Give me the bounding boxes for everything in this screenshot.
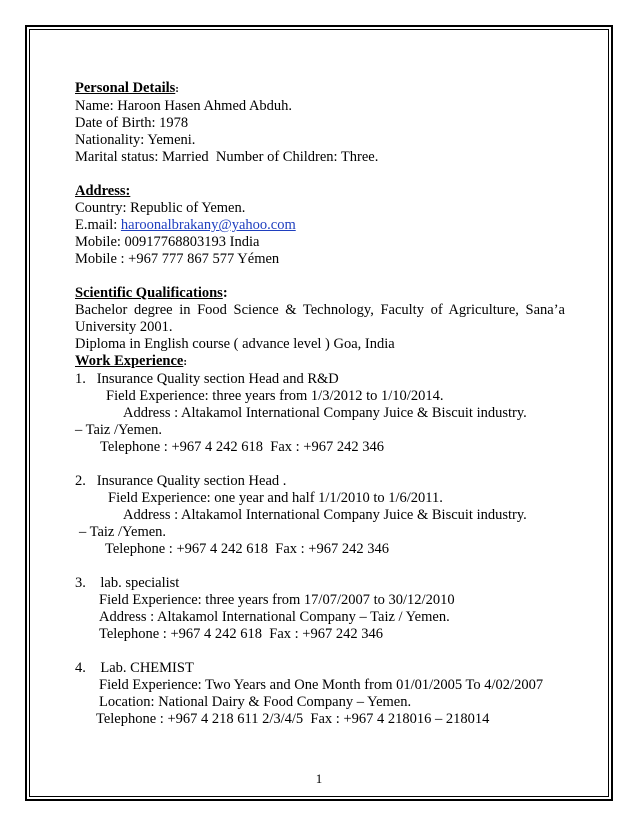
- qualifications-heading: Scientific Qualifications: [75, 285, 223, 301]
- bachelor-line: Bachelor degree in Food Science & Technology, Faculty of Agriculture, Sana’a University 2001.: [75, 302, 565, 335]
- job4-title: 4. Lab. CHEMIST: [75, 660, 194, 676]
- dob-line: Date of Birth: 1978: [75, 115, 189, 131]
- work-heading: Work Experience: [75, 353, 184, 369]
- country-line: Country: Republic of Yemen.: [75, 200, 246, 216]
- job1-phone: Telephone : +967 4 242 618 Fax : +967 242 346: [100, 439, 384, 455]
- work-heading-line: [75, 353, 565, 371]
- email-line: [75, 217, 565, 234]
- name-line: Name: Haroon Hasen Ahmed Abduh.: [75, 98, 293, 114]
- email-link[interactable]: haroonalbrakany@yahoo.com: [120, 217, 296, 233]
- qualifications-heading-line: [75, 285, 565, 302]
- mobile-yemen-line: Mobile : +967 777 867 577 Yémen: [75, 251, 280, 267]
- qualifications-colon: :: [222, 285, 228, 301]
- personal-details-heading: Personal Details: [75, 80, 176, 96]
- personal-details-heading-line: [75, 80, 565, 98]
- job1-title: 1. Insurance Quality section Head and R&D: [75, 371, 339, 387]
- personal-details-colon: :: [175, 83, 179, 95]
- job1-city: – Taiz /Yemen.: [75, 422, 163, 438]
- email-label: E.mail:: [75, 217, 121, 233]
- job3-title: 3. lab. specialist: [75, 575, 180, 591]
- job4-location: Location: National Dairy & Food Company – Yemen.: [99, 694, 412, 710]
- job2-city: – Taiz /Yemen.: [79, 524, 167, 540]
- address-heading: Address:: [75, 183, 131, 199]
- marital-line: Marital status: Married Number of Children: Three.: [75, 149, 379, 165]
- work-colon: :: [183, 356, 188, 368]
- job1-address: Address : Altakamol International Company Juice & Biscuit industry.: [123, 405, 527, 421]
- nationality-line: Nationality: Yemeni.: [75, 132, 196, 148]
- job3-address: Address : Altakamol International Company – Taiz / Yemen.: [99, 609, 450, 625]
- diploma-line: Diploma in English course ( advance level ) Goa, India: [75, 336, 395, 352]
- job2-title: 2. Insurance Quality section Head .: [75, 473, 287, 489]
- job2-address: Address : Altakamol International Company Juice & Biscuit industry.: [123, 507, 527, 523]
- mobile-india-line: Mobile: 00917768803193 India: [75, 234, 260, 250]
- page-number: 1: [315, 771, 323, 786]
- job4-field: Field Experience: Two Years and One Month from 01/01/2005 To 4/02/2007: [99, 677, 544, 693]
- job4-phone: Telephone : +967 4 218 611 2/3/4/5 Fax : +967 4 218016 – 218014: [96, 711, 490, 727]
- job3-field: Field Experience: three years from 17/07/2007 to 30/12/2010: [99, 592, 455, 608]
- job1-field: Field Experience: three years from 1/3/2012 to 1/10/2014.: [106, 388, 444, 404]
- job3-phone: Telephone : +967 4 242 618 Fax : +967 242 346: [99, 626, 383, 642]
- job2-phone: Telephone : +967 4 242 618 Fax : +967 242 346: [105, 541, 389, 557]
- cv-content: [75, 80, 565, 728]
- job2-field: Field Experience: one year and half 1/1/2010 to 1/6/2011.: [108, 490, 443, 506]
